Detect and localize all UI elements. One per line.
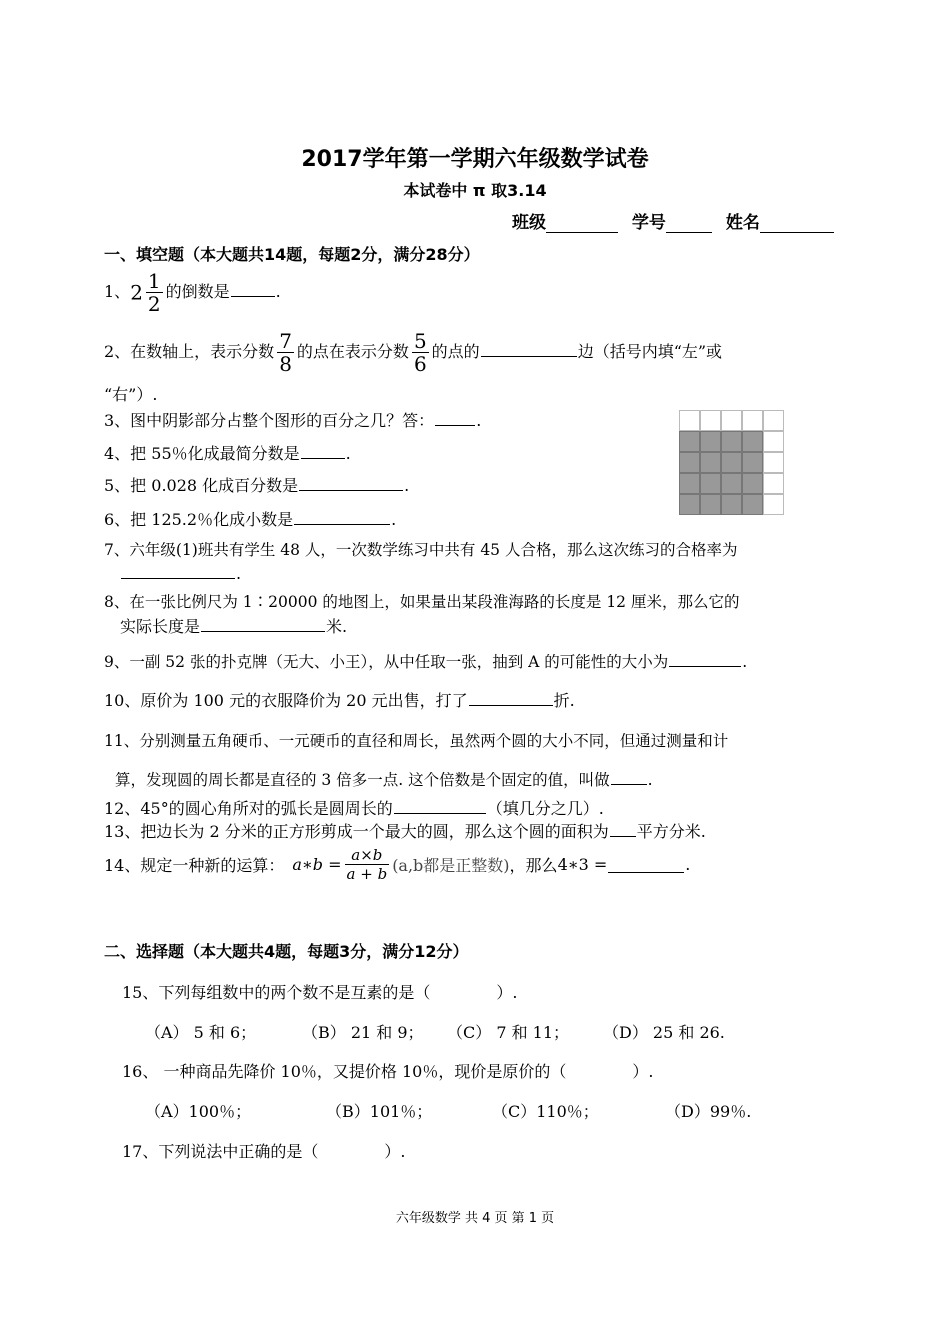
q12-end: （填几分之几）. (486, 799, 604, 818)
grid-cell (742, 431, 763, 452)
q4-text: 4、把 55％化成最简分数是 (104, 444, 300, 463)
q5-answer-blank[interactable] (299, 474, 403, 491)
question-17 (122, 1139, 405, 1162)
question-1 (104, 270, 281, 315)
grid-cell (679, 494, 700, 515)
grid-cell (721, 452, 742, 473)
question-9 (104, 650, 747, 672)
q3-text: 3、图中阴影部分占整个图形的百分之几？答： (104, 411, 435, 430)
q10-end: 折. (553, 691, 575, 710)
q1-whole: 2 (130, 280, 143, 305)
q6-text: 6、把 125.2％化成小数是 (104, 510, 294, 529)
question-7-line-2 (120, 562, 241, 583)
section-2-heading: 二、选择题（本大题共4题，每题3分，满分12分） (104, 942, 469, 961)
q1-end: . (275, 282, 281, 301)
q4-answer-blank[interactable] (301, 442, 345, 459)
q11-end: . (647, 771, 653, 789)
page-subtitle: 本试卷中 π 取3.14 (403, 181, 547, 200)
question-6 (104, 507, 396, 530)
q1-number: 1、 (104, 282, 131, 301)
question-8: 8、在一张比例尺为 1∶20000 的地图上，如果量出某段淮海路的长度是 12 厘米，那么它的 (104, 593, 740, 611)
q2-fraction-2 (412, 330, 429, 375)
question-12 (104, 796, 604, 819)
q2-f1-numerator: 7 (279, 329, 292, 353)
q15-option-a[interactable]: （A） 5 和 6； (145, 1023, 257, 1042)
q6-end: . (391, 510, 397, 529)
id-label: 学号 (631, 213, 666, 233)
q3-end: . (476, 411, 482, 430)
page-title: 2017学年第一学期六年级数学试卷 (301, 147, 649, 172)
grid-cell (742, 494, 763, 515)
question-13 (104, 819, 706, 842)
grid-cell (700, 473, 721, 494)
shaded-grid-figure (679, 410, 784, 515)
grid-cell (721, 473, 742, 494)
question-10 (104, 688, 575, 711)
q2-f2-denominator: 6 (413, 352, 427, 376)
question-3 (104, 408, 481, 431)
grid-cell (721, 431, 742, 452)
question-11: 11、分别测量五角硬币、一元硬币的直径和周长，虽然两个圆的大小不同，但通过测量和计 (104, 732, 729, 750)
q2-after: 的点的 (431, 342, 480, 361)
q14-condition: (a,b都是正整数) (392, 856, 510, 875)
q9-end: . (742, 653, 748, 671)
q1-numerator: 1 (147, 269, 161, 293)
q15-option-d[interactable]: （D） 25 和 26. (603, 1023, 725, 1042)
q13-text: 13、把边长为 2 分米的正方形剪成一个最大的圆，那么这个圆的面积为 (104, 822, 609, 841)
q1-answer-blank[interactable] (231, 280, 275, 297)
q2-answer-blank[interactable] (481, 340, 577, 357)
question-7: 7、六年级(1)班共有学生 48 人，一次数学练习中共有 45 人合格，那么这次练习的合格率为 (104, 541, 738, 559)
grid-cell (679, 410, 700, 431)
id-field[interactable] (666, 214, 712, 233)
q14-numerator: a×b (345, 846, 390, 865)
q17-text: 17、下列说法中正确的是（ (122, 1142, 319, 1161)
question-16 (122, 1059, 653, 1082)
grid-cell (700, 494, 721, 515)
q14-end: . (685, 855, 691, 874)
question-11-line-2 (115, 768, 653, 790)
name-field[interactable] (760, 214, 834, 233)
q6-answer-blank[interactable] (294, 508, 390, 525)
q2-tail: 边（括号内填“左”或 (577, 342, 723, 361)
grid-cell (700, 431, 721, 452)
grid-cell (742, 410, 763, 431)
q10-text: 10、原价为 100 元的衣服降价为 20 元出售，打了 (104, 691, 468, 710)
grid-cell (763, 431, 784, 452)
q7-end: . (236, 564, 242, 583)
q7-answer-blank[interactable] (121, 562, 235, 579)
q12-text: 12、45°的圆心角所对的弧长是圆周长的 (104, 799, 393, 818)
q8-line2: 实际长度是 (120, 617, 201, 636)
q17-end: ）. (384, 1142, 406, 1161)
q14-fraction (345, 846, 390, 883)
q10-answer-blank[interactable] (469, 689, 553, 706)
question-8-line-2 (120, 614, 347, 637)
grid-cell (679, 452, 700, 473)
grid-cell (742, 452, 763, 473)
q15-text: 15、下列每组数中的两个数不是互素的是（ (122, 983, 431, 1002)
grid-cell (721, 410, 742, 431)
grid-cell (679, 473, 700, 494)
q15-end: ）. (496, 983, 518, 1002)
q13-answer-blank[interactable] (610, 820, 636, 837)
grid-cell (742, 473, 763, 494)
q14-expression: 4∗3 = (557, 855, 608, 874)
q14-text: 14、规定一种新的运算： (104, 856, 285, 875)
grid-cell (763, 410, 784, 431)
q14-mid: ，那么 (509, 856, 558, 875)
q5-end: . (404, 476, 410, 495)
question-2 (104, 330, 722, 375)
q9-text: 9、一副 52 张的扑克牌（无大、小王），从中任取一张，抽到 A 的可能性的大小为 (104, 653, 669, 671)
q14-answer-blank[interactable] (608, 856, 684, 873)
grid-cell (763, 494, 784, 515)
student-info (512, 208, 834, 233)
question-2-line-2: “右”）. (104, 385, 158, 404)
q11-answer-blank[interactable] (611, 768, 647, 785)
q9-answer-blank[interactable] (669, 650, 741, 667)
class-label: 班级 (512, 213, 546, 233)
page-footer: 六年级数学 共 4 页 第 1 页 (395, 1211, 555, 1226)
q14-denominator: a + b (346, 865, 388, 883)
grid-cell (700, 410, 721, 431)
question-15 (122, 980, 517, 1003)
q13-end: 平方分米. (636, 822, 706, 841)
q1-denominator: 2 (147, 292, 161, 316)
q3-answer-blank[interactable] (435, 409, 475, 426)
name-label: 姓名 (725, 213, 760, 233)
q8-end: 米. (326, 617, 348, 636)
grid-cell (700, 452, 721, 473)
q16-option-a[interactable]: （A）100％； (145, 1102, 252, 1121)
question-5 (104, 473, 409, 496)
q16-option-d[interactable]: （D）99％. (665, 1102, 752, 1121)
q16-option-c[interactable]: （C）110％； (492, 1102, 599, 1121)
q4-end: . (345, 444, 351, 463)
q15-option-b[interactable]: （B） 21 和 9； (302, 1023, 424, 1042)
q1-text: 的倒数是 (165, 282, 230, 301)
q2-fraction-1 (277, 330, 294, 375)
section-1-heading: 一、填空题（本大题共14题，每题2分，满分28分） (104, 245, 480, 264)
q16-option-b[interactable]: （B）101％； (326, 1102, 433, 1121)
q2-text: 2、在数轴上，表示分数 (104, 342, 275, 361)
grid-cell (721, 494, 742, 515)
q2-f2-numerator: 5 (413, 329, 427, 353)
q8-answer-blank[interactable] (201, 615, 325, 632)
class-field[interactable] (546, 214, 618, 233)
grid-cell (679, 431, 700, 452)
q14-lhs: a∗b = (292, 855, 342, 874)
q16-text: 16、 一种商品先降价 10％，又提价格 10％，现价是原价的（ (122, 1062, 567, 1081)
grid-cell (763, 452, 784, 473)
q15-option-c[interactable]: （C） 7 和 11； (447, 1023, 570, 1042)
question-14 (104, 846, 690, 883)
q12-answer-blank[interactable] (394, 797, 486, 814)
q2-f1-denominator: 8 (279, 352, 292, 376)
q16-end: ）. (632, 1062, 654, 1081)
grid-cell (763, 473, 784, 494)
q1-fraction (146, 270, 163, 315)
q11-line2: 算，发现圆的周长都是直径的 3 倍多一点. 这个倍数是个固定的值，叫做 (115, 771, 610, 789)
q2-mid: 的点在表示分数 (296, 342, 409, 361)
question-4 (104, 441, 351, 464)
q5-text: 5、把 0.028 化成百分数是 (104, 476, 299, 495)
